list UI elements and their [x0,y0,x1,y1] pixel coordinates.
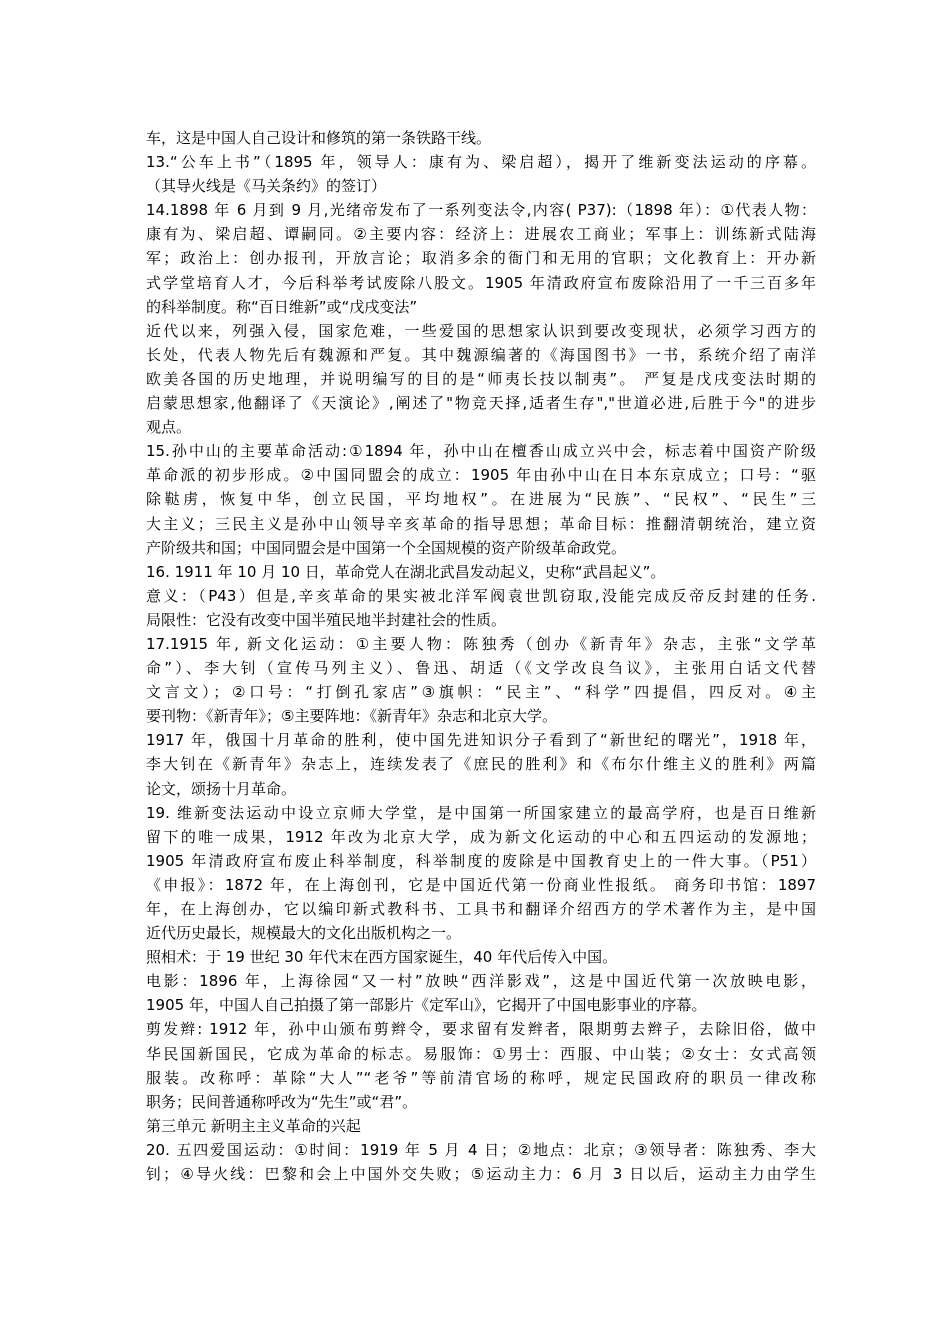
text-line: 13.“公车上书”（1895 年，领导人：康有为、梁启超），揭开了维新变法运动的序幕。 [146,153,816,172]
text-line: 华民国新国民，它成为革命的标志。易服饰：①男士：西服、中山装；②女士：女式高领 [146,1044,816,1063]
text-line: 局限性：它没有改变中国半殖民地半封建社会的性质。 [146,610,507,629]
text-line: 的科举制度。称“百日维新”或“戊戌变法” [146,297,418,316]
text-line: 除鞑虏，恢复中华，创立民国，平均地权”。在进展为“民族”、“民权”、“民生”三 [146,490,816,509]
text-line: 式学堂培育人才，今后科举考试废除八股文。1905 年清政府宣布废除沿用了一千三百多年 [146,273,816,292]
text-line: 长处，代表人物先后有魏源和严复。其中魏源编著的《海国图书》一书，系统介绍了南洋 [146,345,816,364]
text-line: 钊；④导火线：巴黎和会上中国外交失败；⑤运动主力：6 月 3 日以后，运动主力由学生 [146,1165,816,1184]
text-line: 16. 1911 年 10 月 10 日，革命党人在湖北武昌发动起义，史称“武昌起义”。 [146,562,666,581]
text-line: 电影：1896 年，上海徐园“又一村”放映“西洋影戏”，这是中国近代第一次放映电影， [146,972,816,991]
text-line: 欧美各国的历史地理，并说明编写的目的是“师夷长技以制夷”。 严复是戊戌变法时期的 [146,369,816,388]
text-line: 《申报》：1872 年，在上海创刊，它是中国近代第一份商业性报纸。 商务印书馆：1897 [146,875,816,894]
text-line: 要刊物：《新青年》；⑤主要阵地：《新青年》杂志和北京大学。 [146,707,557,726]
text-line: 近代历史最长，规模最大的文化出版机构之一。 [146,924,462,943]
text-line: 近代以来，列强入侵，国家危难，一些爱国的思想家认识到要改变现状，必须学习西方的 [146,321,816,340]
text-line: 第三单元 新明主主义革命的兴起 [146,1116,361,1135]
text-line: 20. 五四爱国运动：①时间：1919 年 5 月 4 日；②地点：北京；③领导者：陈独秀、李大 [146,1140,816,1159]
text-line: 论文，颂扬十月革命。 [146,779,297,798]
text-line: （其导火线是《马关条约》的签订） [146,177,387,196]
text-line: 19. 维新变法运动中设立京师大学堂，是中国第一所国家建立的最高学府，也是百日维新 [146,803,816,822]
text-line: 意义：（P43）但是,辛亥革命的果实被北洋军阀袁世凯窃取,没能完成反帝反封建的任务. [146,586,816,605]
text-line: 服装。改称呼：革除“大人”“老爷”等前清官场的称呼，规定民国政府的职员一律改称 [146,1068,816,1087]
text-line: 1905 年，中国人自己拍摄了第一部影片《定军山》，它揭开了中国电影事业的序幕。 [146,996,707,1015]
text-line: 车，这是中国人自己设计和修筑的第一条铁路干线。 [146,129,492,147]
text-line: 17.1915 年, 新文化运动：①主要人物：陈独秀（创办《新青年》杂志，主张“文学革 [146,634,816,653]
text-line: 职务；民间普通称呼改为“先生”或“君”。 [146,1092,418,1111]
text-line: 观点。 [146,418,192,437]
text-line: 康有为、梁启超、谭嗣同。②主要内容：经济上：进展农工商业；军事上：训练新式陆海 [146,225,816,244]
text-line: 剪发辫: 1912 年，孙中山颁布剪辫令，要求留有发辫者，限期剪去辫子，去除旧俗，做中 [146,1020,816,1039]
text-line: 命”）、李大钊（宣传马列主义）、鲁迅、胡适（《文学改良刍议》，主张用白话文代替 [146,659,816,678]
text-line: 15.孙中山的主要革命活动:①1894 年，孙中山在檀香山成立兴中会，标志着中国资产阶级 [146,442,816,461]
text-line: 启蒙思想家,他翻译了《天演论》,阐述了"物竞天择,适者生存","世道必进,后胜于今"的进步 [146,394,816,413]
document-page [146,126,816,1186]
text-line: 军；政治上：创办报刊，开放言论；取消多余的衙门和无用的官职；文化教育上：开办新 [146,249,816,268]
text-line: 文言文）；②口号：“打倒孔家店”③旗帜：“民主”、“科学”四提倡，四反对。④主 [146,683,816,702]
text-line: 1917 年，俄国十月革命的胜利，使中国先进知识分子看到了“新世纪的曙光”，1918 年， [146,731,816,750]
text-line: 1905 年清政府宣布废止科举制度，科举制度的废除是中国教育史上的一件大事。（P51） [146,851,816,870]
text-line: 照相术：于 19 世纪 30 年代末在西方国家诞生，40 年代后传入中国。 [146,948,618,967]
text-line: 革命派的初步形成。②中国同盟会的成立：1905 年由孙中山在日本东京成立；口号：“驱 [146,466,816,485]
text-line: 产阶级共和国；中国同盟会是中国第一个全国规模的资产阶级革命政党。 [146,538,627,557]
text-line: 李大钊在《新青年》杂志上，连续发表了《庶民的胜利》和《布尔什维主义的胜利》两篇 [146,755,816,774]
text-line: 14.1898 年 6 月到 9 月,光绪帝发布了一系列变法令,内容( P37):（1898 年）：①代表人物： [146,201,816,220]
text-line: 年，在上海创办，它以编印新式教科书、工具书和翻译介绍西方的学术著作为主，是中国 [146,900,816,918]
text-line: 大主义；三民主义是孙中山领导辛亥革命的指导思想；革命目标：推翻清朝统治，建立资 [146,514,816,533]
text-line: 留下的唯一成果，1912 年改为北京大学，成为新文化运动的中心和五四运动的发源地； [146,827,816,846]
